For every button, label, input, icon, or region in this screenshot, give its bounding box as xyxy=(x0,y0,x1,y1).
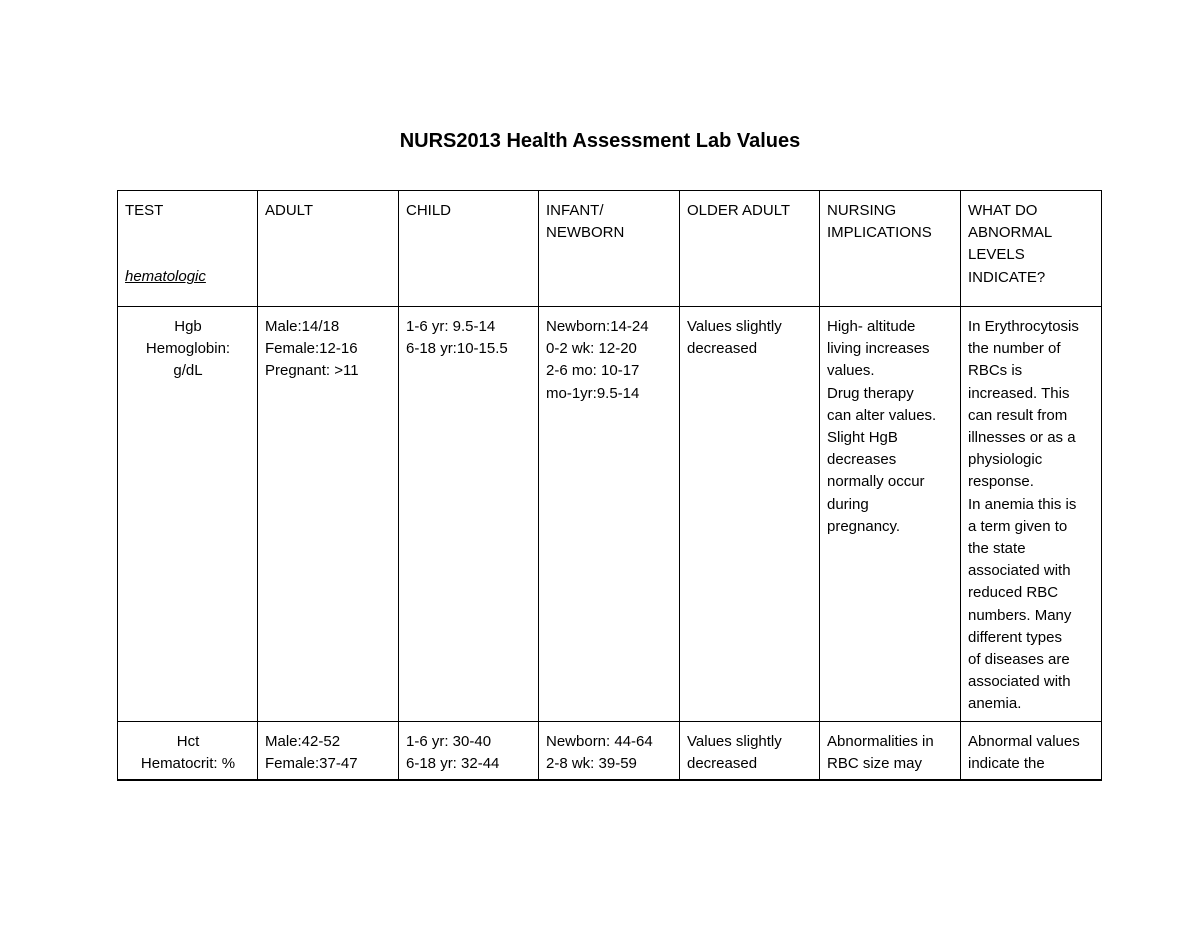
cell-line: decreased xyxy=(687,340,758,358)
cell-line: 2-8 wk: 39-59 xyxy=(546,755,637,773)
cell-line: RBC size may xyxy=(827,755,923,773)
cell-line: Hemoglobin: xyxy=(145,340,231,358)
cell-line: Female:37-47 xyxy=(265,755,358,773)
header-child xyxy=(399,191,539,307)
cell-abnormal-levels xyxy=(961,722,1102,781)
cell-line: indicate the xyxy=(968,755,1045,773)
header-label-line: LEVELS xyxy=(968,246,1025,264)
cell-line: In anemia this is xyxy=(968,495,1077,513)
cell-line: mo-1yr:9.5-14 xyxy=(546,384,640,402)
header-label-line: IMPLICATIONS xyxy=(827,224,932,242)
header-label-line: ABNORMAL xyxy=(968,224,1053,242)
cell-line: Newborn: 44-64 xyxy=(546,733,653,750)
cell-line: 2-6 mo: 10-17 xyxy=(546,362,640,380)
cell-line: Hematocrit: % xyxy=(140,755,236,773)
cell-line: Female:12-16 xyxy=(265,340,358,358)
header-label-line: NEWBORN xyxy=(546,224,625,242)
cell-test xyxy=(118,307,258,722)
cell-line: associated with xyxy=(968,673,1071,691)
cell-line: Values slightly xyxy=(687,733,782,750)
cell-line: of diseases are xyxy=(968,651,1070,669)
cell-line: Male:14/18 xyxy=(265,318,340,335)
cell-line: the number of xyxy=(968,340,1061,358)
cell-test xyxy=(118,722,258,781)
header-adult xyxy=(258,191,399,307)
cell-line: Abnormalities in xyxy=(827,733,934,750)
cell-line: Values slightly xyxy=(687,318,782,335)
table-header-row xyxy=(118,191,1102,307)
cell-line: Hct xyxy=(176,733,200,750)
cell-line: RBCs is xyxy=(968,362,1023,380)
cell-line: values. xyxy=(827,362,875,380)
cell-line: g/dL xyxy=(173,362,203,380)
cell-line: numbers. Many xyxy=(968,606,1072,624)
cell-line: normally occur xyxy=(827,473,925,491)
cell-line: associated with xyxy=(968,562,1071,580)
header-test xyxy=(118,191,258,307)
header-child-label: CHILD xyxy=(406,202,452,219)
cell-line: physiologic xyxy=(968,451,1043,469)
lab-values-table xyxy=(117,190,1102,781)
cell-line: Male:42-52 xyxy=(265,733,341,750)
cell-line: High- altitude xyxy=(827,318,916,335)
cell-nursing-implications xyxy=(820,722,961,781)
table-row xyxy=(118,722,1102,781)
cell-line: illnesses or as a xyxy=(968,429,1076,447)
cell-line: can alter values. xyxy=(827,406,937,424)
cell-line: Slight HgB xyxy=(827,429,898,447)
header-label-line: INFANT/ xyxy=(546,202,604,219)
cell-line: 0-2 wk: 12-20 xyxy=(546,340,637,358)
cell-infant-newborn xyxy=(539,722,680,781)
cell-line: living increases xyxy=(827,340,930,358)
cell-infant-newborn xyxy=(539,307,680,722)
cell-line: reduced RBC xyxy=(968,584,1059,602)
cell-abnormal-levels xyxy=(961,307,1102,722)
cell-child xyxy=(399,722,539,781)
cell-line: pregnancy. xyxy=(827,517,901,535)
cell-nursing-implications xyxy=(820,307,961,722)
category-label: hematologic xyxy=(125,268,206,286)
header-older-adult xyxy=(680,191,820,307)
cell-line: different types xyxy=(968,628,1062,646)
cell-line: 6-18 yr: 32-44 xyxy=(406,755,500,773)
cell-line: response. xyxy=(968,473,1034,491)
cell-older-adult xyxy=(680,722,820,781)
cell-line: decreased xyxy=(687,755,758,773)
cell-line: during xyxy=(827,495,869,513)
cell-line: In Erythrocytosis xyxy=(968,318,1079,335)
cell-line: the state xyxy=(968,540,1026,558)
cell-older-adult xyxy=(680,307,820,722)
cell-line: Abnormal values xyxy=(968,733,1080,750)
header-test-label: TEST xyxy=(125,202,164,219)
header-label-line: INDICATE? xyxy=(968,268,1046,286)
cell-line: increased. This xyxy=(968,384,1070,402)
cell-line: decreases xyxy=(827,451,897,469)
cell-child xyxy=(399,307,539,722)
cell-line: Hgb xyxy=(174,318,202,335)
header-abnormal-levels xyxy=(961,191,1102,307)
cell-line: Newborn:14-24 xyxy=(546,318,649,335)
cell-line: Pregnant: >11 xyxy=(265,362,359,380)
cell-line: 1-6 yr: 30-40 xyxy=(406,733,492,750)
cell-line: a term given to xyxy=(968,517,1068,535)
cell-line: anemia. xyxy=(968,695,1022,713)
header-label-line: NURSING xyxy=(827,202,897,219)
cell-adult xyxy=(258,722,399,781)
header-adult-label: ADULT xyxy=(265,202,314,219)
header-older-adult-label: OLDER ADULT xyxy=(687,202,791,219)
cell-line: 6-18 yr:10-15.5 xyxy=(406,340,508,358)
header-nursing-implications xyxy=(820,191,961,307)
header-label-line: WHAT DO xyxy=(968,202,1038,219)
cell-line: Drug therapy xyxy=(827,384,914,402)
header-infant-newborn xyxy=(539,191,680,307)
cell-line: 1-6 yr: 9.5-14 xyxy=(406,318,496,335)
table-row xyxy=(118,307,1102,722)
page-title: NURS2013 Health Assessment Lab Values xyxy=(399,130,801,152)
cell-adult xyxy=(258,307,399,722)
cell-line: can result from xyxy=(968,406,1068,424)
